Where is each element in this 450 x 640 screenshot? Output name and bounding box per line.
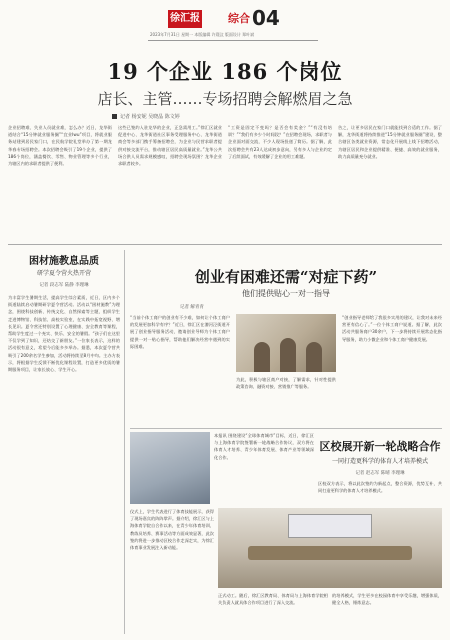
photo-screen [288,514,372,538]
meeting-photo [218,508,442,588]
article-byline: 记者 赵志军 陈晴 李理琳 [355,471,405,476]
article-column: 区校双方表示，将以此次签约为新起点，整合资源，优势互补，共同打造更科学的体育人才培养模式。 [318,481,442,494]
photo-figure [254,342,270,372]
article-column: 的培养模式，学生更多在校园体育中享受乐趣，增强体质，健全人格，锤炼意志。 [332,593,442,606]
column-divider [124,250,125,634]
article-column: 告之，让更多居民在家门口就能找到合适的工作。据了解，龙华街道将持续推进“15分钟就业服务圈”建设，整合辖区各类就业资源，常态化开展线上线下招聘活动，为辖区居民和企业提供精准、便捷、高效的就业服务，助力高质量充分就业。 [338,125,442,159]
section-divider [8,244,442,245]
section-divider [130,428,442,429]
article-column: 企业招聘难、失业人员就业难，怎么办？近日，龙华街道结合“15分钟就业服务圈”“宜业Iwu”项目，将就业服务站建到居民家门口，在民航学院礼堂举办了第一期龙华春专场招聘会。本次招聘会吸引了19个企业，提供了186个岗位，涵盖餐饮、零售、物业管理等多个行业，为辖区内的求职者提供了便利。 [8,125,112,167]
article-subheadline: 一同打造更科学的体育人才培养模式 [331,458,428,465]
sidebar-body: 为丰富学生暑期生活，提高学生综合素质，近日，区内多个街道陆续启动暑期研学夏令营活动。活动以“困材施教”为理念，围绕科技创新、传统文化、自然探索等主题，组织学生走进博物馆、科技馆、高校实验室，在实践中拓宽视野、增长见识。夏令营还特别设置了心理健康、安全教育等课程，帮助学生度过一个充实、快乐、安全的暑假。“孩子们在这里不仅学到了知识，还结交了新朋友。”一位家长表示，这样的活动很有意义，希望今后能多多举办。据悉，本次夏令营共吸引了200余名学生参加，活动将持续至8月中旬。主办方表示，将根据学生反馈不断优化课程设置，打造更多优质的暑期服务项目，让家长放心、学生开心。 [8,295,120,373]
photo-table [248,546,412,560]
byline-text: 记者 杨安妮 吴晓晶 陈文婷 [120,114,180,120]
article-column: “当前个体工商户的创业有不少难，如何让个体工商户的发展更加科学有序？”近日，徐汇区在漕河泾街道开展了创业指导服务活动，邀请创业导师为个体工商户提供一对一贴心指导，帮助他们解决经营中遇到的实际困难。 [130,315,230,349]
article-column: 正式动工。随后，徐汇区教育局、体育局与上海体育学院相关负责人就具体合作项目进行了深入交流。 [218,593,328,606]
photo-figure [306,342,322,372]
article-column: 本报讯 围绕建设“全球体育城市”目标，近日，徐汇区与上海体育学院签署新一轮战略合作协议，双方将在体育人才培养、青少年体育发展、体育产业等领域深化合作。 [214,433,314,460]
dateline: 2023年7月31日 星期一 本版编辑 许璟汶 版面设计 郑叶斌 [150,32,255,37]
subheadline: 店长、主管……专场招聘会解燃眉之急 [97,90,353,108]
article-subheadline: 他们提供贴心一对一指导 [242,289,330,298]
article-column: 仪式上，学生代表进行了体育技能展示，获得了现场嘉宾的阵阵掌声。据介绍，徐汇区与上海体育学院自合作以来，在青少年体育培训、教练员培养、赛事活动等方面成效显著，此次签约将进一步推动区校合作走深走实，为徐汇体育事业发展注入新动能。 [130,509,214,551]
masthead-rule [148,40,318,41]
article-headline: 区校展开新一轮战略合作 [319,440,441,453]
headline: 19 个企业 186 个岗位 [107,59,343,84]
article-photo [236,314,336,372]
article-photo [130,432,210,504]
newspaper-logo: 徐汇报 [168,10,202,28]
sidebar-subheadline: 研学夏令营火热开营 [36,270,91,277]
article-column: 这些已签约入驻龙华的企业，正急需用工。”徐汇区就业促进中心、龙华街道社区事务受理服务中心、龙华街道商会等多部门携手筹备招聘会，为企业与民营求职者提供对接交流平台，推动辖区居民高质量就业。”龙华公共场合供人员需求规模感叹，招聘会现场氛围？龙华企业求职者较多。 [118,125,222,167]
masthead [0,0,450,52]
article-column: “创业指导老师给了我很多实用的建议，让我对未来经营更有信心了。”一位个体工商户说道。据了解，此次活动共服务商户30余户，下一步将持续开展常态化指导服务，助力小微企业和个体工商户健康发展。 [342,315,442,342]
photo-figure [280,338,296,372]
section-name: 综合 [228,12,250,25]
article-headline: 创业有困难还需“对症下药” [194,268,378,286]
sidebar-byline: 记者 段志军 陆静 李理琳 [39,283,89,288]
sidebar-headline: 困材施教息品质 [29,256,99,267]
article-column: “工资是固定不变吗？是否会有奖金？”“有没有培训？”“我们有多少个时间段？”在招聘会现场，求职者与企业面对面交流，不少人现场投递了简历。据了解，此次招聘会共有23人达成初步意向，另有多人与企业约定了后续面试，有效缓解了企业的用工难题。 [228,125,332,159]
byline [112,113,180,120]
article-column: 为此，积极与辖区商户对接，了解需求，针对性提供政策咨询、融资对接、营销推广等服务。 [236,377,336,390]
byline-marker-icon [112,114,117,119]
page-number: 04 [252,6,280,30]
article-byline: 记者 解青青 [180,305,204,310]
